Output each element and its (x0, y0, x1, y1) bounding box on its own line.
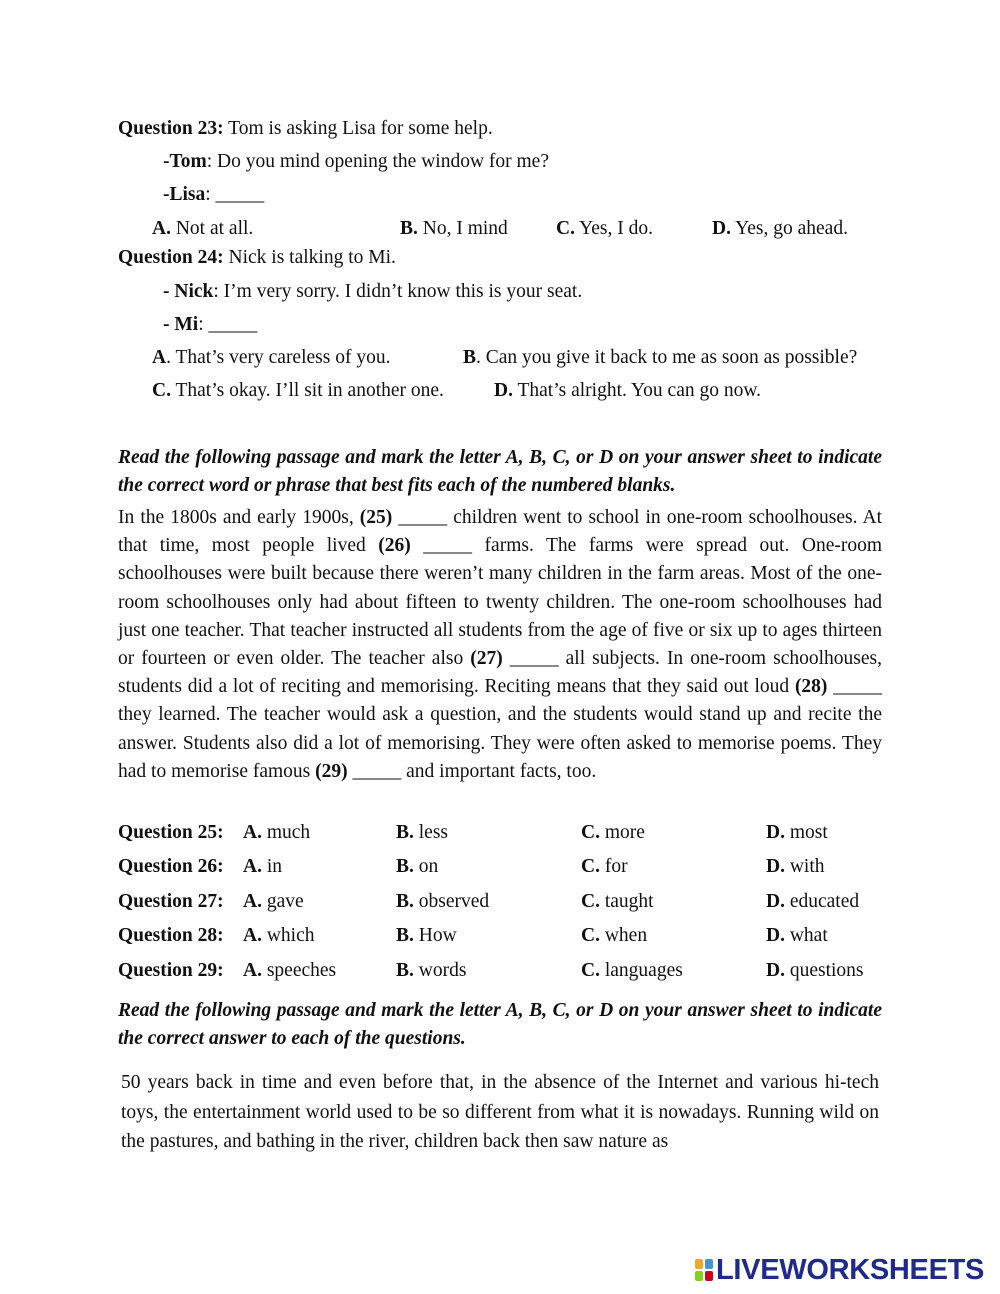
dialogue-text: : Do you mind opening the window for me? (206, 151, 549, 172)
question-row (118, 822, 898, 852)
question-row (118, 960, 898, 990)
dialogue-line-tom (163, 151, 549, 173)
option-c[interactable]: C. for (581, 856, 628, 877)
question-label: Question 29: (118, 960, 224, 981)
option-c[interactable] (556, 218, 653, 240)
option-a[interactable] (152, 218, 253, 240)
option-c[interactable]: C. more (581, 822, 645, 843)
question-label: Question 24: (118, 247, 224, 268)
option-text: That’s alright. You can go now. (512, 380, 762, 401)
option-letter: C. (152, 380, 171, 401)
option-a[interactable]: A. in (243, 856, 283, 877)
option-text: That’s okay. I’ll sit in another one. (170, 380, 444, 401)
speaker-name: -Lisa (163, 184, 206, 205)
dialogue-text: : I’m very sorry. I didn’t know this is your seat. (213, 281, 583, 302)
option-c[interactable]: C. languages (581, 960, 683, 981)
option-letter: D. (712, 218, 731, 239)
option-d[interactable]: D. what (766, 925, 828, 946)
option-b[interactable] (400, 218, 508, 240)
option-text: . Can you give it back to me as soon as possible? (476, 347, 858, 368)
cloze-passage (118, 504, 882, 786)
question-text: Tom is asking Lisa for some help. (223, 118, 493, 139)
option-c[interactable] (152, 380, 444, 402)
blank-number: (27) (470, 648, 503, 670)
option-letter: D. (494, 380, 513, 401)
option-d[interactable]: D. with (766, 856, 825, 877)
logo-square-3 (695, 1271, 703, 1281)
question-label: Question 28: (118, 925, 224, 946)
passage-text: _____ and important facts, too. (347, 760, 597, 782)
option-c[interactable]: C. when (581, 925, 648, 946)
option-letter: B. (400, 218, 418, 239)
option-b[interactable]: B. How (396, 925, 457, 946)
dialogue-line-nick (163, 281, 582, 303)
passage-text: In the 1800s and early 1900s, (118, 507, 360, 528)
option-a[interactable]: A. speeches (243, 960, 337, 981)
option-text: Not at all. (170, 218, 254, 239)
logo-icon (694, 1258, 714, 1282)
question-label: Question 26: (118, 856, 224, 877)
option-text: Yes, go ahead. (730, 218, 848, 239)
option-c[interactable]: C. taught (581, 891, 654, 912)
option-letter: A. (152, 218, 171, 239)
option-a[interactable]: A. much (243, 822, 311, 843)
section-instruction-cloze: Read the following passage and mark the letter A, B, C, or D on your answer sheet to indicate the correct word or phrase that best fits each of the numbered blanks. (118, 447, 882, 496)
dialogue-blank: : _____ (205, 184, 265, 205)
reading-passage: 50 years back in time and even before that, in the absence of the Internet and various hi-tech toys, the entertainment world used to be so different from what it is nowadays. Running wild on the pastures, and bathing in the river, children back then saw nature as (121, 1072, 879, 1152)
logo-square-1 (695, 1259, 703, 1269)
option-b[interactable]: B. observed (396, 891, 490, 912)
dialogue-line-mi (163, 314, 257, 336)
option-b[interactable]: B. less (396, 822, 449, 843)
blank-number: (25) (359, 507, 393, 528)
logo-square-4 (705, 1271, 713, 1281)
blank-number: (28) (794, 676, 828, 698)
option-d[interactable] (494, 380, 761, 402)
passage-text: _____ farms. The farms were spread out. One-room schoolhouses were built because there weren’t many children in the farm areas. Most of the one-room schoolhouses only had about fifteen to twenty children. The one-room schoolhouses had just one teacher. That teacher instructed all students from the age of five or six up to ages thirteen or fourteen or even older. The teacher also (118, 535, 883, 670)
option-d[interactable] (712, 218, 848, 240)
option-b[interactable]: B. on (396, 856, 439, 877)
option-a[interactable] (152, 347, 390, 369)
option-d[interactable]: D. most (766, 822, 828, 843)
question-24-stem (118, 247, 396, 269)
question-row (118, 856, 898, 886)
option-d[interactable]: D. questions (766, 960, 864, 981)
section-instruction-reading: Read the following passage and mark the letter A, B, C, or D on your answer sheet to indicate the correct answer to each of the questions. (118, 1000, 882, 1049)
option-d[interactable]: D. educated (766, 891, 860, 912)
speaker-name: - Mi (163, 314, 199, 335)
passage-text: _____ they learned. The teacher would ask a question, and the students would stand up and recite the answer. Students also did a lot of memorising. They were often asked to memorise poems. They had to memorise famous (118, 676, 882, 782)
option-text: No, I mind (417, 218, 508, 239)
logo-text: LIVEWORKSHEETS (716, 1253, 985, 1286)
option-a[interactable]: A. gave (243, 891, 304, 912)
passage-text: _____ children went to school in one-room schoolhouses. At that time, most people lived (118, 507, 882, 557)
passage-text: _____ all subjects. In one-room schoolhouses, students did a lot of reciting and memorising. Reciting means that they said out loud (118, 648, 882, 698)
dialogue-blank: : _____ (198, 314, 258, 335)
question-row (118, 891, 898, 921)
speaker-name: -Tom (163, 151, 207, 172)
option-text: . That’s very careless of you. (166, 347, 391, 368)
option-letter: A (152, 347, 167, 368)
option-b[interactable]: B. words (396, 960, 467, 981)
liveworksheets-logo (694, 1255, 984, 1285)
question-label: Question 27: (118, 891, 224, 912)
question-label: Question 25: (118, 822, 224, 843)
blank-number: (26) (378, 535, 411, 557)
dialogue-line-lisa (163, 184, 264, 206)
speaker-name: - Nick (163, 281, 214, 302)
logo-square-2 (705, 1259, 713, 1269)
question-text: Nick is talking to Mi. (223, 247, 396, 268)
option-letter: B (463, 347, 477, 368)
option-b[interactable] (463, 347, 857, 369)
option-text: Yes, I do. (574, 218, 653, 239)
question-label: Question 23: (118, 118, 224, 139)
question-row (118, 925, 898, 955)
blank-number: (29) (315, 760, 348, 782)
question-23-stem (118, 118, 493, 140)
option-a[interactable]: A. which (243, 925, 315, 946)
option-letter: C. (556, 218, 575, 239)
